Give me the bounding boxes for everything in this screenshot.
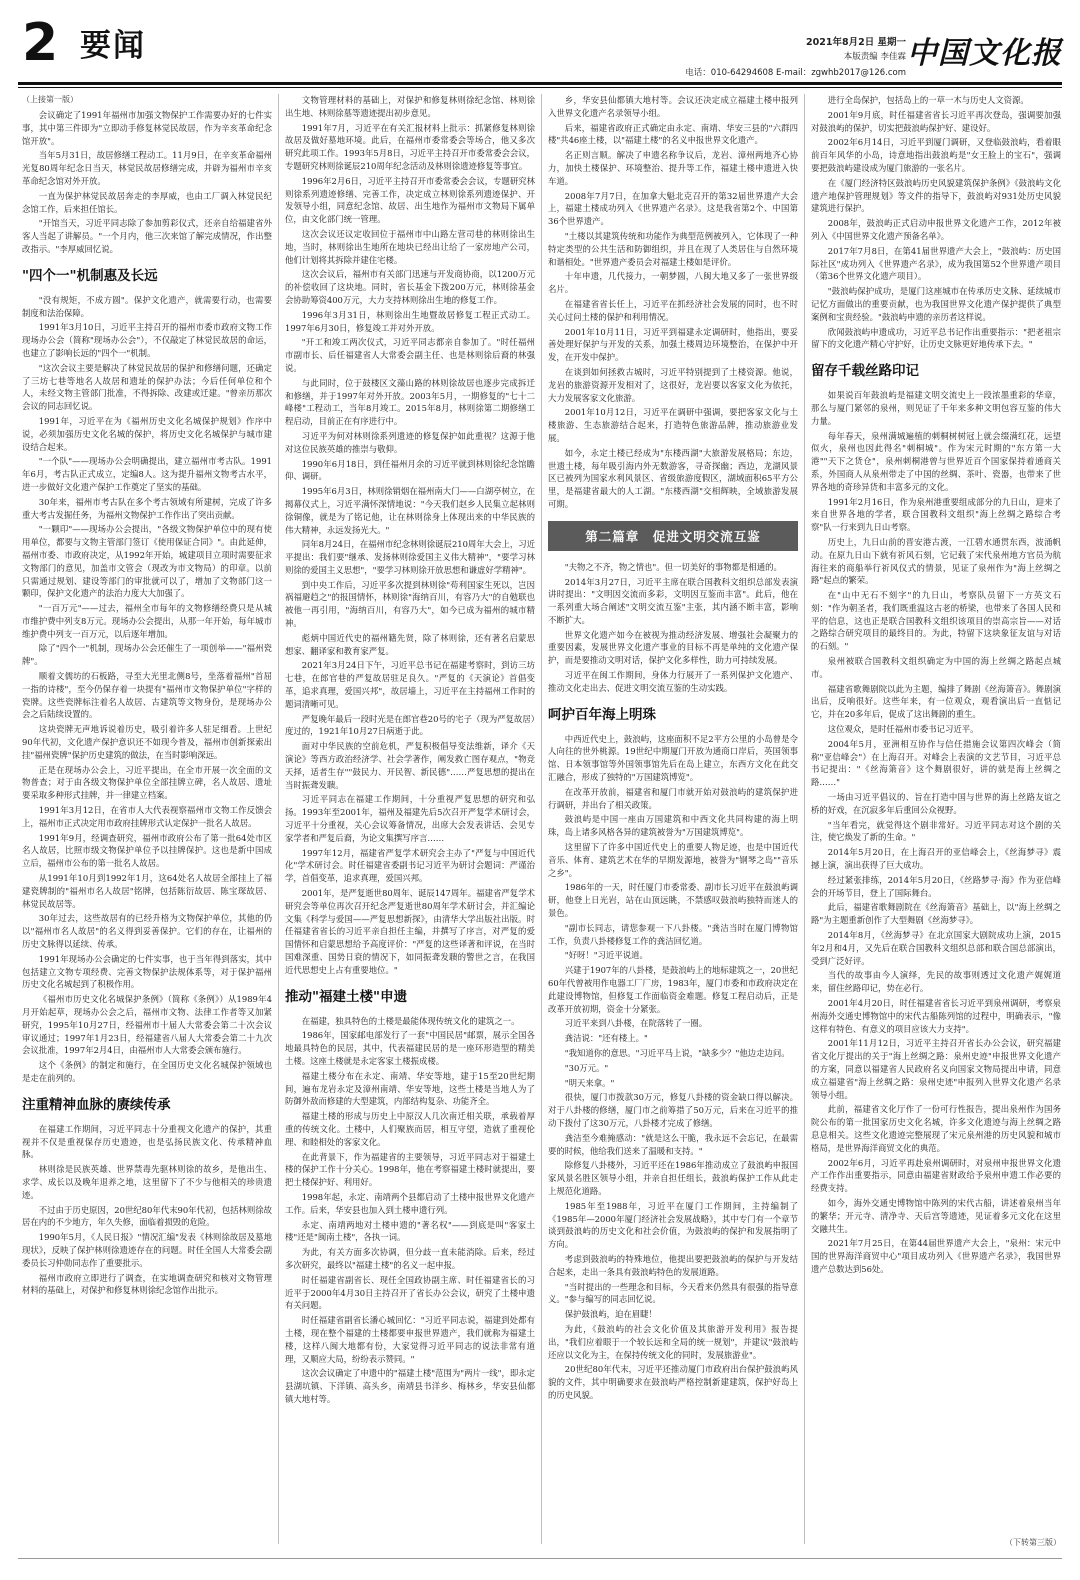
paragraph: 习近平为何对林则徐系列遗迹的修复保护如此重视？这源于他对这位民族英雄的推崇与敬仰。 xyxy=(285,430,535,454)
paragraph: 2004年5月，亚洲相互协作与信任措施会议第四次峰会（简称"亚信峰会"）在上海召开。对峰会上表演的文艺节目，习近平总书记提出："《丝海箫音》这个舞剧很好，讲的就是海上丝绸之路……" xyxy=(811,738,1061,788)
section-heading: 注重精神血脉的赓续传承 xyxy=(22,1096,171,1113)
paragraph: 永定、南靖两地对土楼申遗的"著名权"——到底是叫"客家土楼"还是"闽南土楼"，各执一词。 xyxy=(285,1219,535,1243)
paragraph: 1991年3月10日，习近平主持召开的福州市委市政府文物工作现场办公会（简称"现场办公会"），不仅敲定了林觉民故居的命运，也建立了影响长远的"四个一"机制。 xyxy=(22,322,272,358)
paragraph: 当代的故事由今人演绎，先民的故事则透过文化遗产娓娓道来，留住丝路印记，势在必行。 xyxy=(811,970,1061,994)
paragraph: 如今，海外交通史博物馆中陈列的宋代古船，讲述着泉州当年的繁华；开元寺、清净寺、天后宫等遗迹，见证着多元文化在这里交融共生。 xyxy=(811,1197,1061,1234)
paragraph: 20世纪80年代末，习近平还推动厦门市政府出台保护鼓浪屿风貌的文件，其中明确要求在鼓浪屿严格控制新建建筑，保护好岛上的历史风貌。 xyxy=(548,1364,798,1400)
paragraph: 从1991年10月到1992年1月，这64处名人故居全部挂上了福建瓷牌制的"福州市名人故居"铭牌，包括陈衍故居、陈宝琛故居、林觉民故居等。 xyxy=(22,873,272,909)
paragraph: "开馆当天，习近平同志除了参加剪彩仪式，还亲自给福建省外客人当起了讲解员。"一个月内，他三次来馆了解完成情况，作出整改指示。"李厚威回忆说。 xyxy=(22,218,272,254)
paragraph: 1997年12月，福建省严复学术研究会主办了"严复与中国近代化"学术研讨会。时任福建省委副书记习近平为研讨会题词：严谨治学，首倡变革，追求真理，爱国兴邦。 xyxy=(285,847,535,884)
paragraph: 1986年，国家邮电部发行了一套"中国民居"邮票，展示全国各地最具特色的民居，其中，代表福建民居的是一座环形造型的精美土楼。这座土楼就是永定客家土楼振成楼。 xyxy=(285,1030,535,1066)
paragraph: 为此，有关方面多次协调，但分歧一直未能消除。后来，经过多次研究，最终以"福建土楼"的名义一起申报。 xyxy=(285,1247,535,1270)
paragraph: 在福建，独具特色的土楼是最能体现传统文化的建筑之一。 xyxy=(301,1015,520,1026)
paragraph: 为此，《鼓浪屿的社会文化价值及其旅游开发利用》报告提出，"我们应着眼于一个较长远和全局的统一规划"，并建议"鼓浪屿还应以文化为主，在保持传统文化的同时，发展旅游业"。 xyxy=(548,1323,798,1360)
paragraph: 面对中华民族的空前危机，严复积极倡导变法维新，译介《天演论》等西方政治经济学、社会学著作，阐发救亡图存观点，"物竞天择，适者生存""鼓民力、开民智、新民德"……严复思想的提出在当时振聋发聩。 xyxy=(285,741,535,790)
paragraph: 习近平同志在福建工作期间，十分重视严复思想的研究和弘扬。1993年至2001年，福州及福建先后5次召开严复学术研讨会，习近平十分重视，关心会议筹备情况，出席大会发表讲话、会见专家学者和严复后裔，为论文集撰写序言…… xyxy=(285,794,535,843)
paragraph: 欣闻鼓浪屿申遗成功，习近平总书记作出重要指示："把老祖宗留下的文化遗产精心守护好，让历史文脉更好地传承下去。" xyxy=(811,326,1061,350)
paragraph: "当时提出的一些理念和目标，今天看来仍然具有很强的指导意义。"参与编写的同志回忆说。 xyxy=(548,1281,798,1305)
paragraph: "一个队"——现场办公会明确提出，建立福州市考古队。1991年6月，考古队正式成立，定编8人。这为提升福州文物考古水平，进一步做好文化遗产保护工作奠定了坚实的基础。 xyxy=(22,456,272,492)
paragraph: 龚洁说："还有楼上。" xyxy=(564,1033,648,1044)
continued-from-note: （上接第一版） xyxy=(22,95,78,104)
paragraph: 一场由习近平倡议的、旨在打造中国与世界的海上丝路友谊之桥的好戏，在沉寂多年后重回公众视野。 xyxy=(811,792,1061,815)
paragraph: 同年8月24日，在福州市纪念林则徐诞辰210周年大会上，习近平提出：我们要"继承、发扬林则徐爱国主义伟大精神"，"要学习林则徐的爱国主义思想"，"要学习林则徐开放思想和谦虚好学精神"。 xyxy=(285,539,535,575)
page-number: 2 xyxy=(22,13,59,73)
paragraph: 正是在现场办公会上，习近平提出，在全市开展一次全面的文物普查；对于由各级文物保护单位全部挂牌立碑，名人故居、遗址要采取多种形式挂牌，并一律建立档案。 xyxy=(22,764,272,801)
paragraph: 当年5月31日，故居修缮工程动工。11月9日，在辛亥革命福州光复80周年纪念日当天，林觉民故居修缮完成，并辟为福州市辛亥革命纪念馆对外开放。 xyxy=(22,150,272,186)
paragraph: 很快，厦门市拨款30万元，修复八卦楼的资金缺口得以解决。对于八卦楼的修缮，厦门市之前筹措了50万元，后来在习近平的推动下拨付了这30万元，八卦楼才完成了修缮。 xyxy=(548,1092,798,1128)
paragraph: 在福建省省长任上，习近平在抓经济社会发展的同时，也不时关心过问土楼的保护和利用情况。 xyxy=(548,298,798,322)
paragraph: 此后，福建省歌舞剧院在《丝海箫音》基础上，以"海上丝绸之路"为主题重新创作了大型舞剧《丝海梦寻》。 xyxy=(811,902,1061,926)
chapter-banner: 第二篇章 促进文明交流互鉴 xyxy=(548,521,798,551)
paragraph: 顺着文儒坊的石板路，寻至大光里北侧8号，坐落着福州"首屈一指的诗楼"，至今仍保存着一块提有"福州市文物保护单位"字样的瓷牌。这些瓷牌标注着名人故居、古建筑等文物身份，是现场办公会之后陆续设置的。 xyxy=(22,671,272,720)
paragraph: "好呀！"习近平说道。 xyxy=(564,950,648,961)
paragraph: 名正则言顺。解决了申遗名称争议后，龙岩、漳州两地齐心协力，加快土楼保护、环境整治、提升等工作，福建土楼申遗进入快车道。 xyxy=(548,150,798,186)
paragraph: 1991年现场办公会确定的七件实事，也于当年得到落实，其中包括建立文物专项经费、完善文物保护法规体系等，对于保护福州历史文化名城起到了积极作用。 xyxy=(22,953,272,990)
contact-info: 电话：010-64294608 E-mail：zgwhb2017@126.com xyxy=(685,68,906,78)
paragraph: 此前，福建省文化厅作了一份可行性报告，提出泉州作为国务院公布的第一批国家历史文化名城，许多文化遗迹与海上丝绸之路息息相关。这些文化遗迹完整展现了宋元泉州港的历史风貌和城市格局，是世界海洋商贸文化的典范。 xyxy=(811,1104,1061,1153)
editor-credit: 本版责编 李佳霖 xyxy=(843,52,906,62)
paragraph: 在谈到如何拯救古城时，习近平特别提到了土楼资源。他说，龙岩的旅游资源开发相对了，这很好，龙岩要以客家文化为依托，大力发展客家文化旅游。 xyxy=(548,366,798,403)
continued-note: （下转第三版） xyxy=(999,1537,1061,1548)
paragraph: 2014年8月，《丝海梦寻》在北京国家大剧院成功上演，2015年2月和4月，又先后在联合国教科文组织总部和联合国总部演出，受到广泛好评。 xyxy=(811,930,1061,966)
paragraph: 30年过去，这些故居有的已经升格为文物保护单位，其他的仍以"福州市名人故居"的名义得到妥善保护。它们的存在，让福州的历史文脉得以延续、传承。 xyxy=(22,913,272,950)
paragraph: 一直为保护林觉民故居奔走的李厚威，也由工厂调入林觉民纪念馆工作，后来担任馆长。 xyxy=(22,190,272,214)
masthead xyxy=(18,14,1062,82)
paragraph: 福州市政府立即进行了调查，在实地调查研究和核对文物管理材料的基础上，对保护和修复林则徐纪念馆作出批示。 xyxy=(22,1272,272,1296)
column-divider xyxy=(541,94,542,1544)
paragraph: 习近平在闽工作期间，身体力行展开了一系列保护文化遗产、推动文化走出去、促进文明交流互鉴的生动实践。 xyxy=(548,670,798,693)
paragraph: 福建土楼分布在永定、南靖、华安等地，建于15至20世纪期间，遍布龙岩永定及漳州南靖、华安等地，这些土楼是当地人为了防御外敌而修建的大型建筑，内部结构复杂、功能齐全。 xyxy=(285,1070,535,1107)
header-rule xyxy=(18,82,1062,85)
paragraph: 这次会议还议定收回位于福州市中山路左营司巷的林则徐出生地，当时，林则徐出生地所在地块已经出让给了一家房地产公司，他们计划将其拆除并建住宅楼。 xyxy=(285,228,535,265)
paragraph: 2017年7月8日，在第41届世界遗产大会上，"鼓浪屿：历史国际社区"成功列入《世界遗产名录》，成为我国第52个世界遗产项目（第36个世界文化遗产项目）。 xyxy=(811,245,1061,282)
paragraph: 1990年5月，《人民日报》"情况汇编"发表《林则徐故居及墓地现状》，反映了保护林则徐遗迹存在的问题。时任全国人大常委会副委员长习仲勋同志作了重要批示。 xyxy=(22,1232,272,1268)
paragraph: 这次会议后，福州市有关部门迅速与开发商协商，以1200万元的补偿收回了这块地。同时，省长基金下拨200万元，林则徐基金会协助筹资400万元，大力支持林则徐出生地的修复工作。 xyxy=(285,269,535,305)
paragraph: 1986年的一天，时任厦门市委常委、副市长习近平在鼓浪屿调研，他登上日光岩，站在山顶远眺，不禁感叹鼓浪屿独特而迷人的景色。 xyxy=(548,882,798,919)
paragraph: 2001年4月20日，时任福建省省长习近平到泉州调研，考察泉州海外交通史博物馆中的宋代古船陈列馆的过程中，明确表示，"像这样有特色、有意义的项目应该大力支持"。 xyxy=(811,998,1061,1034)
paragraph: 1996年3月31日，林则徐出生地暨故居修复工程正式动工。1997年6月30日，修复竣工并对外开放。 xyxy=(285,309,535,333)
paragraph: "我知道你的意思。"习近平马上说，"缺多少？"他边走边问。 xyxy=(564,1048,790,1058)
footer-rule xyxy=(18,1558,1062,1559)
paragraph: 泉州被联合国教科文组织确定为中国的海上丝绸之路起点城市。 xyxy=(811,656,1061,679)
column-divider xyxy=(278,94,279,1544)
paragraph: "没有规矩，不成方圆"。保护文化遗产，就需要行动，也需要制度和法治保障。 xyxy=(22,294,272,318)
paragraph: 1991年，习近平在为《福州历史文化名城保护规划》作序中说，必须加强历史文化名城的保护，将历史文化名城保护与城市建设结合起来。 xyxy=(22,415,272,452)
section-heading: 留存千载丝路印记 xyxy=(811,363,919,380)
paragraph: 在《厦门经济特区鼓浪屿历史风貌建筑保护条例》《鼓浪屿文化遗产地保护管理规划》等文件的指导下，鼓浪屿对931处历史风貌建筑进行保护。 xyxy=(811,177,1061,214)
paragraph: 2008年7月7日，在加拿大魁北克召开的第32届世界遗产大会上，福建土楼成功列入《世界遗产名录》。这是我省第2个、中国第36个世界遗产。 xyxy=(548,190,798,227)
paragraph: 2021年3月24日下午，习近平总书记在福建考察时，到访三坊七巷，在郎官巷的严复故居驻足良久。"严复的《天演论》首倡变革，追求真理，爱国兴邦"，故居墙上，习近平在主持福州工作时的题词清晰可见。 xyxy=(285,660,535,709)
paragraph: "一颗印"——现场办公会提出，"各级文物保护单位中的现有使用单位，都要与文物主管部门签订《使用保证合同》"。由此延伸，福州市委、市政府决定，从1992年开始，城建项目立项时需要征求文物部门的意见，加盖市文管会（现改为市文物局）的印章。以前只需通过规划、建设等部门的审批就可以了，增加了文物部门这一颗印，保护文化遗产的法治力度大大加强了。 xyxy=(22,524,272,599)
paragraph: "当年看完，就觉得这个剧非常好。习近平同志对这个剧的关注，使它焕发了新的生命。" xyxy=(811,819,1061,843)
paragraph: 2001年11月12日，习近平主持召开省长办公会议，研究福建省文化厅提出的关于"海上丝绸之路：泉州史迹"申报世界文化遗产的方案，同意以福建省人民政府名义向国家文物局提出申请，同意成立福建省"海上丝绸之路：泉州史迹"申报列入世界文化遗产名录领导小组。 xyxy=(811,1038,1061,1100)
paragraph: 这块瓷牌无声地诉说着历史，吸引着许多人驻足细看。上世纪90年代初，文化遗产保护意识还不如现今普及，福州市创新探索出挂"福州瓷牌"保护历史建筑的做法，在当时影响深远。 xyxy=(22,724,272,760)
paragraph: 1991年3月12日，在省市人大代表视察福州市文物工作反馈会上，福州市正式决定用市政府挂牌形式认定保护一批名人故居。 xyxy=(22,805,272,828)
section-heading: 推动"福建土楼"申遗 xyxy=(285,988,408,1005)
paragraph: 这个《条例》的制定和施行，在全国历史文化名城保护领域也是走在前列的。 xyxy=(22,1060,272,1083)
section-heading: 呵护百年海上明珠 xyxy=(548,706,656,723)
paragraph: 时任福建省副省长、现任全国政协副主席、时任福建省长的习近平于2000年4月30日主持召开了省长办公会议，研究了土楼申遗有关问题。 xyxy=(285,1274,535,1311)
paragraph: 历史上，九日山前的晋安港古渡，一江碧水通贯东西，波涌帆动。在原九日山下就有祈风石刻，它记载了宋代泉州地方官员为航海往来的商船举行祈风仪式的情景，见证了泉州作为"海上丝绸之路"起点的繁荣。 xyxy=(811,536,1061,586)
paragraph: 不过由于历史原因，20世纪80年代末90年代初，包括林则徐故居在内的不少地方，年久失修，面临着损毁的危险。 xyxy=(22,1204,272,1228)
paragraph: 2021年7月25日，在第44届世界遗产大会上，"泉州：宋元中国的世界海洋商贸中心"项目成功列入《世界遗产名录》，我国世界遗产总数达到56处。 xyxy=(811,1238,1061,1274)
paragraph: 2001年，是严复逝世80周年、诞辰147周年。福建省严复学术研究会等单位再次召开纪念严复逝世80周年学术研讨会，并汇编论文集《科学与爱国——严复思想新探》，由清华大学出版社出版。时任福建省省长的习近平亲自担任主编，并撰写了序言，对严复的爱国情怀和启蒙思想给予高度评价："严复的这些译著和评说，在当时国难深重、国势日衰的情况下，如同振聋发聩的警世之言，在我国近代思想史上占有重要地位。" xyxy=(285,888,535,975)
column-divider xyxy=(804,94,805,1544)
paragraph: 1991年7月，习近平在有关汇报材料上批示：抓紧修复林则徐故居及做好墓地环境。此后，在福州市委常委会等场合，他又多次研究此项工作。1993年5月8日，习近平主持召开市委常委会会议，专题研究林则徐诞辰210周年纪念活动及林则徐遗迹修复等事宜。 xyxy=(285,122,535,171)
article-column-2 xyxy=(285,94,535,1550)
paragraph: 2014年5月20日，在上海召开的亚信峰会上，《丝海梦寻》震撼上演，演出获得了巨大成功。 xyxy=(811,847,1061,871)
paragraph: "一百万元"——过去，福州全市每年的文物修缮经费只是从城市维护费中列支8万元。现场办公会提出，从那一年开始，每年城市维护费中列支一百万元，以后逐年增加。 xyxy=(22,603,272,639)
paragraph: 经过紧张排练，2014年5月20日，《丝路梦寻·海》作为亚信峰会的开场节目，登上了国际舞台。 xyxy=(811,874,1061,898)
paragraph: 如今，永定土楼已经成为"东楼西湖"大旅游发展格局；东边，世遗土楼，每年吸引海内外无数游客，寻奇探幽；西边，龙湖风景区已被列为国家水利风景区、省级旅游度假区，湖域面积65平方公里，是福建省最大的人工湖。"东楼西湖"交相辉映，全域旅游发展可期。 xyxy=(548,447,798,509)
paragraph: 除了"四个一"机制，现场办公会还催生了一项创举——"福州瓷牌"。 xyxy=(22,643,272,667)
paragraph: 龚洁至今难掩感动："就是这么干脆，我永远不会忘记，在最需要的时候，他给我们送来了温暖和支持。" xyxy=(548,1132,798,1156)
paragraph: 2002年6月14日，习近平到厦门调研，又登临鼓浪屿，看着眼前百年风华的小岛，诗意地指出鼓浪屿是"女王脸上的宝石"，强调要把鼓浪屿建设成为厦门旅游的一张名片。 xyxy=(811,137,1061,173)
paragraph: 除修复八卦楼外，习近平还在1986年推动成立了鼓浪屿申报国家风景名胜区领导小组，并亲自担任组长，鼓浪屿保护工作从此走上规范化道路。 xyxy=(548,1160,798,1196)
paragraph: 会议确定了1991年福州市加强文物保护工作需要办好的七件实事，其中第三件即为"立即动手修复林觉民故居，作为辛亥革命纪念馆开放"。 xyxy=(22,110,272,146)
section-title: 要闻 xyxy=(80,28,146,64)
paragraph: 2001年10月11日，习近平到福建永定调研时，他指出，要妥善处理好保护与开发的关系，加强土楼周边环境整治，在保护中开发，在开发中保护。 xyxy=(548,326,798,363)
header-rule-thin xyxy=(18,87,1062,88)
paragraph: 这次会议确定了申遗中的"福建土楼"范围为"两片一线"，即永定县湖坑镇、下洋镇、高头乡，南靖县书洋乡、梅林乡，华安县仙都镇大地村等。 xyxy=(285,1368,535,1404)
paragraph: 乡，华安县仙都镇大地村等。会议还决定成立福建土楼申报列入世界文化遗产名录领导小组。 xyxy=(548,95,798,118)
paragraph: "土楼以其建筑传统和功能作为典型范例被列入，它体现了一种特定类型的公共生活和防御组织，并且在现了人类居住与自然环境和谐相处。"世界遗产委员会对福建土楼如是评价。 xyxy=(548,230,798,267)
paragraph: 2001年9月底，时任福建省省长习近平再次登岛，强调要加强对鼓浪屿的保护，切实把鼓浪屿保护好、建设好。 xyxy=(811,109,1061,133)
paragraph: 这位观众，是时任福州市委书记习近平。 xyxy=(827,724,979,735)
article-column-4 xyxy=(811,94,1061,1550)
paragraph: 文物管理材料的基础上，对保护和修复林则徐纪念馆、林则徐出生地、林则徐墓等遗迹提出初步意见。 xyxy=(285,95,535,118)
article-column-3 xyxy=(548,94,798,1550)
paragraph: 1991年9月，经调查研究，福州市政府公布了第一批64处市区名人故居，比照市级文物保护单位予以挂牌保护。这也是新中国成立后，福州市公布的第一批名人故居。 xyxy=(22,832,272,869)
paragraph: 十年申遗，几代接力，一朝梦圆，八闽大地又多了一张世界级名片。 xyxy=(548,271,798,295)
paragraph: 每年春天，泉州满城遍植的刺桐树树冠上就会缀满红花，远望似火，泉州也因此得名"刺桐城"。作为宋元时期的"东方第一大港""天下之货仓"，泉州刺桐港曾与世界近百个国家保持着通商关系，外国商人从泉州带走了中国的丝绸、茶叶、瓷器，也带来了世界各地的奇珍异货和丰富多元的文化。 xyxy=(811,430,1061,492)
paragraph: 2001年10月12日，习近平在调研中强调，要把客家文化与土楼旅游、生态旅游结合起来，打造特色旅游品牌，推动旅游业发展。 xyxy=(548,407,798,443)
issue-date: 2021年8月2日 星期一 xyxy=(806,37,906,48)
paragraph: 2014年3月27日，习近平主席在联合国教科文组织总部发表演讲时提出："文明因交流而多彩，文明因互鉴而丰富"。此后，他在一系列重大场合阐述"文明交流互鉴"主张，其内涵不断丰富，影响不断扩大。 xyxy=(548,576,798,625)
paragraph: 在此背景下，作为福建省的主要领导，习近平同志对于福建土楼的保护工作十分关心。1998年，他在考察福建土楼时就提出，要把土楼保护好、利用好。 xyxy=(285,1151,535,1188)
paragraph: 1995年6月3日，林则徐销烟在福州南大门——白湖亭树立，在揭幕仪式上，习近平满怀深情地说："今天我们赵乡人民集立起林则徐铜像，就是为了铭记他，让在林则徐身上体现出来的中华民族的伟大精神，永远发扬光大。" xyxy=(285,486,535,535)
paragraph: "开工和竣工两次仪式，习近平同志都亲自参加了。"时任福州市副市长、后任福建省人大常委会副主任、也是林则徐后裔的林强说。 xyxy=(285,337,535,373)
paragraph: 福建省歌舞剧院以此为主题，编排了舞剧《丝海箫音》。舞剧演出后，反响很好。这些年来，有一位观众，观看演出后一直惦记它，并在20多年后，促成了这出舞剧的重生。 xyxy=(811,683,1061,720)
paragraph: 这里留下了许多中国近代史上的重要人物足迹，也是中国近代音乐、体育、建筑艺术在华的早期发源地，被誉为"钢琴之岛""音乐之乡"。 xyxy=(548,842,798,878)
paragraph: 在改革开放前，福建省和厦门市就开始对鼓浪屿的建筑保护进行调研，并出台了相关政策。 xyxy=(548,786,798,810)
paragraph: 1985年至1988年，习近平在厦门工作期间，主持编制了《1985年—2000年厦门经济社会发展战略》，其中专门有一个章节谈到鼓浪屿的历史文化和社会价值，为鼓浪屿的保护和发展指明了方向。 xyxy=(548,1200,798,1250)
paragraph: 严复晚年最后一段时光是在郎官巷20号的宅子（现为严复故居）度过的，1921年10月27日病逝于此。 xyxy=(285,713,535,737)
paragraph: 在福建工作期间，习近平同志十分重视文化遗产的保护，其重视并不仅是重视保存历史遗迹，也是弘扬民族文化、传承精神血脉。 xyxy=(22,1123,272,1160)
paragraph: "30万元。" xyxy=(564,1062,609,1073)
paragraph: 保护鼓浪屿，迫在眉睫！ xyxy=(564,1309,657,1320)
paragraph: "副市长同志，请您参观一下八卦楼。"龚洁当时在厦门博物馆工作，负责八卦楼修复工作的龚洁回忆道。 xyxy=(548,922,798,946)
paragraph: 1996年2月6日，习近平主持召开市委常委会会议，专题研究林则徐系列遗迹修缮、完善工作，决定成立林则徐系列遗迹保护、开发领导小组，同意纪念馆、故居、出生地作为福州市文物局下属单位，由文化部门统一管理。 xyxy=(285,175,535,225)
paragraph: 时任福建省副省长潘心城回忆："习近平同志说，福建到处都有土楼，现在整个福建的土楼都要申报世界遗产，我们就称为福建土楼，这样八闽大地都有份，大家觉得习近平同志的说法非常有道理，又顺应大局，纷纷表示赞同。" xyxy=(285,1315,535,1364)
paragraph: 1998年起，永定、南靖两个县都启动了土楼申报世界文化遗产工作。后来，华安县也加入到土楼申遗行列。 xyxy=(285,1191,535,1215)
section-heading: "四个一"机制惠及长远 xyxy=(22,267,158,284)
article-column-1 xyxy=(22,94,272,1550)
paragraph: 兴建于1907年的八卦楼，是鼓浪屿上的地标建筑之一，20世纪60年代曾被用作电器工厂厂房，1983年，厦门市委和市政府决定在此建设博物馆，但修复工作面临资金难题。修复工程启动后，正是改革开放初期，资金十分紧张。 xyxy=(548,965,798,1014)
paragraph: 1990年6月18日，到任福州月余的习近平就到林则徐纪念馆瞻仰、调研。 xyxy=(285,458,535,482)
paragraph: 彪炳中国近代史的福州籍先贤，除了林则徐，还有著名启蒙思想家、翻译家和教育家严复。 xyxy=(285,632,535,656)
paragraph: 世界文化遗产如今在被视为推动经济发展、增强社会凝聚力的重要因素，发展世界文化遗产事业的目标不再是单纯的文化遗产保护，而是要推动文明对话，保护文化多样性，助力可持续发展。 xyxy=(548,629,798,666)
paragraph: 后来，福建省政府正式确定由永定、南靖、华安三县的"六群四楼"共46座土楼，以"福建土楼"的名义申报世界文化遗产。 xyxy=(548,122,798,146)
paragraph: 习近平来到八卦楼，在院落转了一圈。 xyxy=(564,1018,708,1029)
paragraph: "这次会议主要是解决了林觉民故居的保护和修缮问题，还确定了三坊七巷等地名人故居和遗址的保护办法；今后任何单位和个人，未经文物主管部门批准，不得拆除、改建或迁建。"曾亲历那次会议的同志回忆说。 xyxy=(22,362,272,412)
paragraph: 进行全岛保护，包括岛上的一草一木与历史人文资源。 xyxy=(827,95,1029,105)
paragraph: 《福州市历史文化名城保护条例》（简称《条例》）从1989年4月开始起草，现场办公会之后，福州市文物、法律工作者等又加紧研究，1995年10月27日，经福州市十届人大常委会第二十次会议审议通过；1997年1月23日，经福建省八届人大常委会第二十九次会议批准，1997年2月4日，由福州市人大常委会颁布施行。 xyxy=(22,994,272,1056)
paragraph: 2008年，鼓浪屿正式启动申报世界文化遗产工作，2012年被列入《中国世界文化遗产预备名单》。 xyxy=(811,218,1061,241)
paragraph: 2002年6月，习近平再赴泉州调研时，对泉州申报世界文化遗产工作作出重要指示，同意由福建省财政给予泉州申遗工作必要的经费支持。 xyxy=(811,1157,1061,1194)
newspaper-logo: 中国文化报 xyxy=(907,36,1062,71)
paragraph: 林则徐是民族英雄、世界禁毒先驱林则徐的故乡，是他出生、求学、成长以及晚年退养之地，这里留下了不少与他相关的珍贵遗迹。 xyxy=(22,1164,272,1200)
paragraph: 30年来，福州市考古队在多个考古领域有所建树，完成了许多重大考古发掘任务，为福州文物保护工作作出了突出贡献。 xyxy=(22,496,272,520)
paragraph: 鼓浪屿是中国一座由万国建筑和中西文化共同构建的海上明珠，岛上诸多风格各异的建筑被誉为"万国建筑博览"。 xyxy=(548,814,798,838)
paragraph: 到中央工作后，习近平多次提到林则徐"苟利国家生死以，岂因祸福避趋之"的报国情怀，林则徐"海纳百川，有容乃大"的自勉联也被他一再引用，"海纳百川，有容乃大"，如今已成为福州的城市精神。 xyxy=(285,579,535,629)
paragraph: "夫物之不齐，物之情也"。但一切美好的事物都是相通的。 xyxy=(564,561,782,572)
paragraph: "明天来拿。" xyxy=(564,1077,615,1088)
paragraph: "鼓浪屿保护成功，是厦门这座城市在传承历史文脉、延续城市记忆方面做出的重要贡献，也为我国世界文化遗产保护提供了典型案例和宝贵经验。"鼓浪屿申遗的亲历者这样说。 xyxy=(811,286,1061,322)
paragraph: 1991年2月16日，作为泉州港重要组成部分的九日山，迎来了来自世界各地的学者，联合国教科文组织"海上丝绸之路综合考察"队一行来到九日山考察。 xyxy=(811,496,1061,533)
paragraph: 在"山中无石不刻字"的九日山，考察队员留下一方英文石刻："作为朝圣者，我们既重温这古老的桥梁，也带来了各国人民和平的信息，这也正是联合国教科文组织该项目的崇高宗旨——对话之路综合研究项目的最终目的。为此，特留下这块象征友谊与对话的石刻。" xyxy=(811,590,1061,652)
paragraph: 与此同时，位于鼓楼区文藻山路的林则徐故居也逐步完成拆迁和修缮，并于1997年对外开放。2003年5月，一期修复的"七十二峰楼"工程动工，当年8月竣工。2015年8月，林则徐第二期修缮工程启动，目前正在有序进行中。 xyxy=(285,377,535,427)
paragraph: 福建土楼的形成与历史上中原汉人几次南迁相关联，承载着厚重的传统文化。土楼中，人们聚族而居，相互守望，造就了重视伦理、和睦相处的客家文化。 xyxy=(285,1111,535,1147)
paragraph: 中西近代史上，鼓浪屿，这座面积不足2平方公里的小岛曾是令人向往的世外桃源。19世纪中期厦门开放为通商口岸后，英国领事馆、日本领事馆等外国领事馆先后在岛上建立，东西方文化在此交汇融合，形成了独特的"万国建筑博览"。 xyxy=(548,733,798,783)
paragraph: 考虑到鼓浪屿的特殊地位，他提出要把鼓浪屿的保护与开发结合起来，走出一条具有鼓浪屿特色的发展道路。 xyxy=(548,1253,798,1277)
paragraph: 如果说百年鼓浪屿是福建文明交流史上一段浓墨重彩的华章，那么与厦门紧邻的泉州，则见证了千年来多种文明包容互鉴的伟大力量。 xyxy=(811,390,1061,426)
